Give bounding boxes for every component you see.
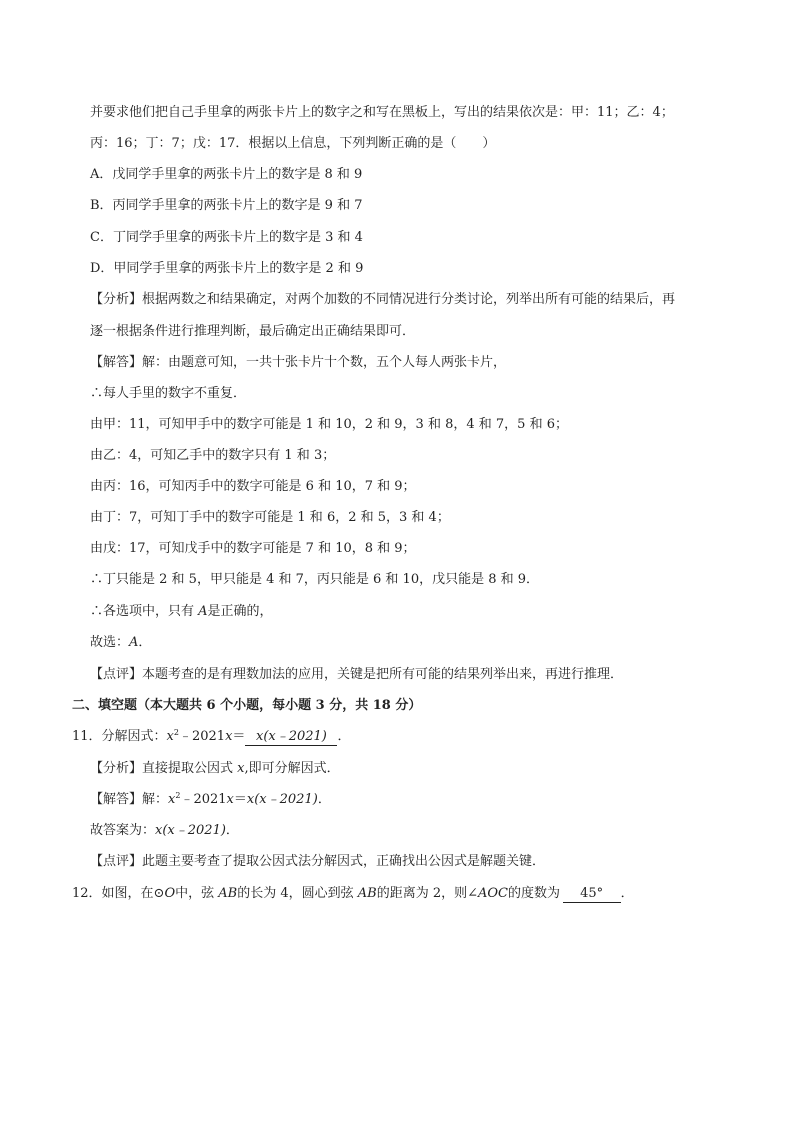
q11-final-label: 故答案为： [90,823,156,838]
q10-solution-line-3: 由甲：11，可知甲手中的数字可能是 1 和 10，2 和 9，3 和 8，4 和 7，5 和 6； [90,417,568,432]
q10-comment: 【点评】本题考查的是有理数加法的应用，关键是把所有可能的结果列举出来，再进行推理． [90,667,624,682]
q11-expr-x2: x [225,729,233,744]
q11-solution-dot: ． [317,792,331,807]
option-b: B．丙同学手里拿的两张卡片上的数字是 9 和 7 [90,198,363,213]
q10-analysis-line-1: 【分析】根据两数之和结果确定，对两个加数的不同情况进行分类讨论，列举出所有可能的结果后，再 [90,292,676,307]
q11-equals: ＝ [232,729,246,744]
q10-choose-dot: ． [138,635,152,650]
q10-solution-line-1: 【解答】解：由题意可知，一共十张卡片十个数，五个人每人两张卡片， [90,355,507,370]
q11-final-dot: ． [225,823,239,838]
option-c: C．丁同学手里拿的两张卡片上的数字是 3 和 4 [90,230,363,245]
intro-line-1: 并要求他们把自己手里拿的两张卡片上的数字之和写在黑板上，写出的结果依次是：甲：11；乙：4； [90,105,674,120]
q10-solution-line-9-text: ∴各选项中，只有 [90,604,199,619]
q11-solution-x: x [168,792,176,807]
q10-solution-line-7: 由戊：17，可知戊手中的数字可能是 7 和 10，8 和 9； [90,541,416,556]
q12-angle-aoc: AOC [478,886,508,901]
q12-text-e: 的度数为 [508,886,561,901]
q11-solution-equals: ＝ [233,792,247,807]
q10-solution-line-4: 由乙：4，可知乙手中的数字只有 1 和 3； [90,448,336,463]
q11-expr-rest: ﹣2021 [178,729,226,744]
q10-choose-answer: A [129,635,139,650]
q11-solution-label: 【解答】解： [90,792,169,807]
q11-answer-blank: x(x﹣2021) [245,729,337,746]
q12-circle-o: O [164,886,176,901]
q11-question [72,728,350,746]
q10-solution-line-9-tail: 是正确的， [207,604,273,619]
q12-text-d: 的距离为 2，则∠ [376,886,478,901]
q12-dot: ． [620,886,634,901]
q12-chord-ab: AB [218,886,238,901]
q10-solution-line-9-answer: A [198,604,208,619]
q11-analysis-var: x [237,761,245,776]
q10-choose-line [90,634,151,652]
q11-solution-result: x(x﹣2021) [246,792,318,807]
q11-dot: ． [337,729,351,744]
q10-solution-line-8: ∴丁只能是 2 和 5，甲只能是 4 和 7，丙只能是 6 和 10，戊只能是 8 和 9． [90,572,540,587]
q12-text-c: 的长为 4，圆心到弦 [237,886,358,901]
q11-number: 11．分解因式： [72,729,167,744]
q11-analysis [90,760,340,778]
q10-solution-line-5: 由丙：16，可知丙手中的数字可能是 6 和 10，7 和 9； [90,479,416,494]
q12-answer-blank: 45° [563,886,621,903]
q10-solution-line-2: ∴每人手里的数字不重复． [90,386,247,401]
q11-expr-x: x [166,729,174,744]
q11-solution-exponent: 2 [175,791,181,800]
q12-text-a: 12．如图，在⊙ [72,886,165,901]
q11-solution [90,791,331,809]
q12-question [72,885,634,903]
q12-chord-ab-2: AB [357,886,377,901]
q11-final-answer [90,822,239,840]
q11-analysis-text: 【分析】直接提取公因式 [90,761,238,776]
q10-choose-label: 故选： [90,635,130,650]
q11-solution-rest: ﹣2021 [180,792,227,807]
q10-analysis-line-2: 逐一根据条件进行推理判断，最后确定出正确结果即可． [90,324,416,339]
q12-text-b: 中，弦 [175,886,219,901]
option-d: D．甲同学手里拿的两张卡片上的数字是 2 和 9 [90,261,364,276]
q11-solution-x2: x [226,792,234,807]
q11-analysis-tail: ,即可分解因式． [244,761,340,776]
section-title: 二、填空题（本大题共 6 个小题，每小题 3 分，共 18 分） [72,698,422,713]
q11-expr-exponent: 2 [173,728,179,737]
q10-solution-line-6: 由丁：7，可知丁手中的数字可能是 1 和 6，2 和 5，3 和 4； [90,510,450,525]
q10-solution-line-9 [90,603,273,621]
intro-line-2: 丙：16；丁：7；戊：17．根据以上信息，下列判断正确的是（ ） [90,136,496,151]
q11-final-value: x(x﹣2021) [155,823,226,838]
option-a: A．戊同学手里拿的两张卡片上的数字是 8 和 9 [90,167,363,182]
q11-comment: 【点评】此题主要考查了提取公因式法分解因式，正确找出公因式是解题关键． [90,854,546,869]
